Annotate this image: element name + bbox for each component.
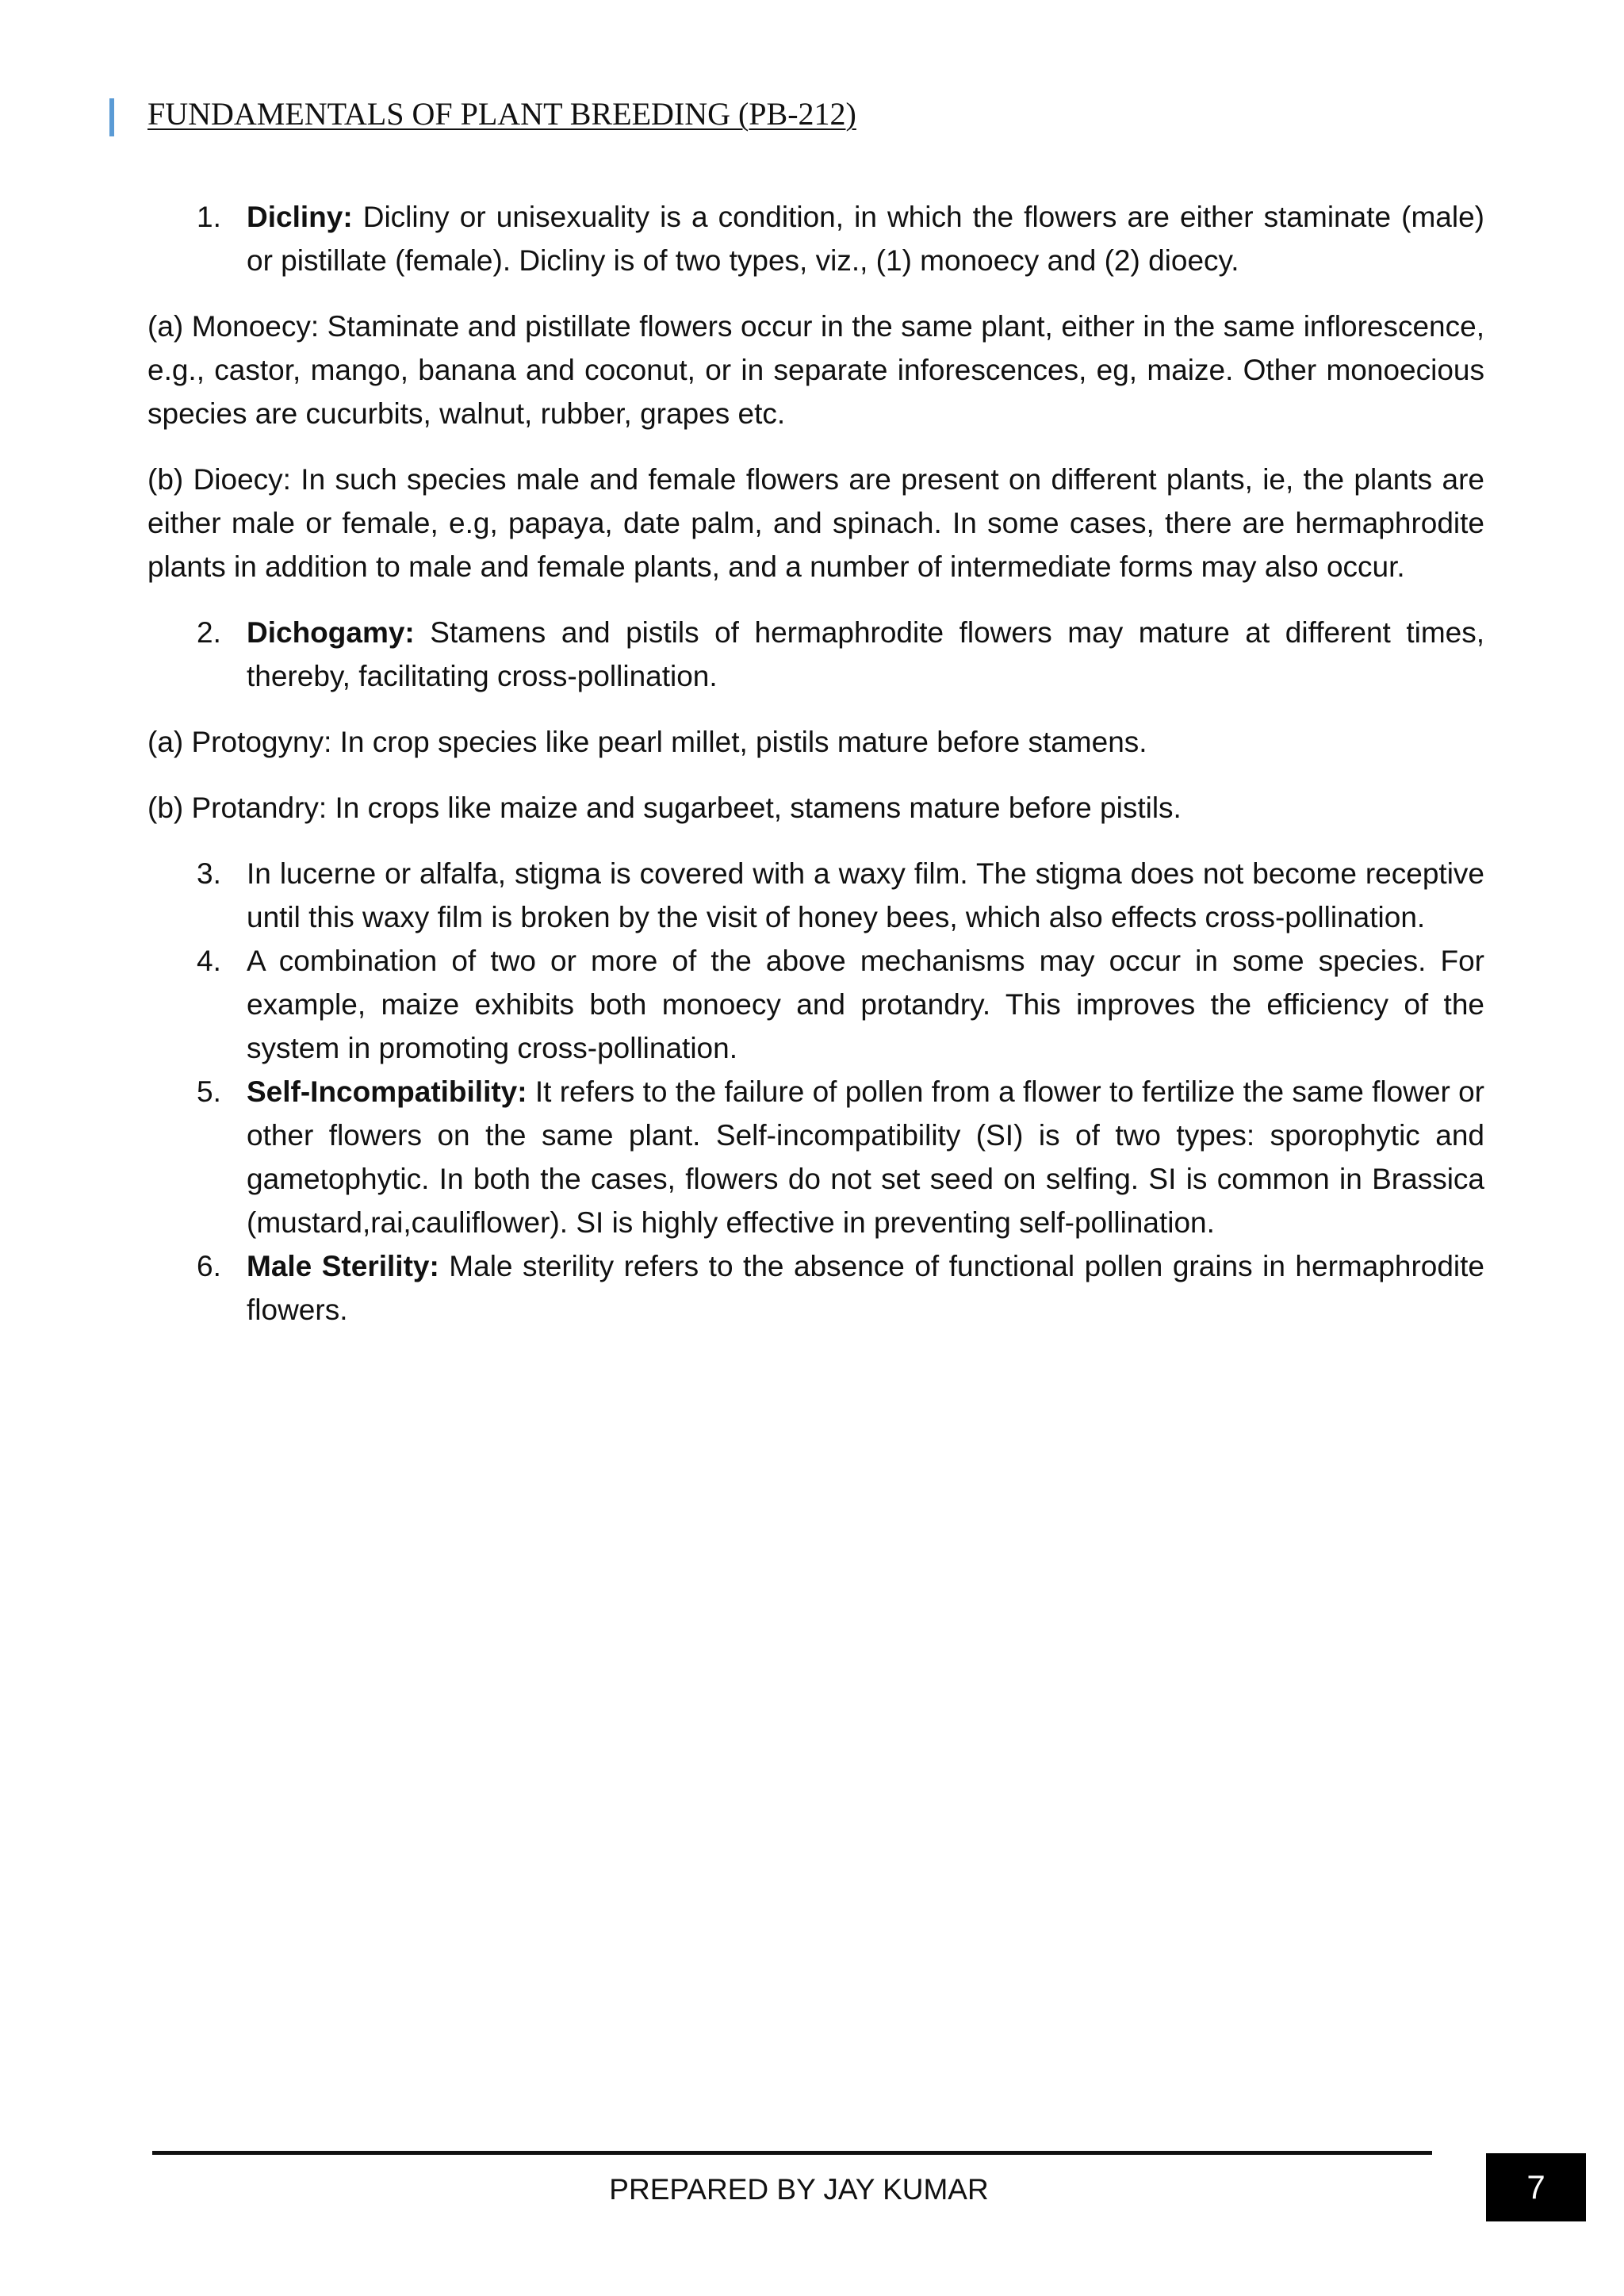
paragraph-protogyny: (a) Protogyny: In crop species like pearl millet, pistils mature before stamens. (147, 726, 1147, 758)
list-number: 5. (197, 1075, 221, 1108)
list-number: 2. (197, 616, 221, 649)
list-number: 3. (197, 857, 221, 890)
header-title: FUNDAMENTALS OF PLANT BREEDING (PB-212) (147, 96, 856, 132)
header-accent-bar (109, 98, 114, 136)
item-text: A combination of two or more of the above mechanisms may occur in some species. For example, maize exhibits both monoecy and protandry. This improves the efficiency of the system in promoting cross-pollination. (247, 945, 1484, 1064)
list-item-dicliny (147, 195, 1484, 282)
paragraph-dioecy: (b) Dioecy: In such species male and female flowers are present on different plants, ie, the plants are either male or female, e.g, papaya, date palm, and spinach. In some cases, there are hermaphrodite plants in addition to male and female plants, and a number of intermediate forms may also occur. (147, 463, 1484, 583)
page-content (147, 195, 1484, 1332)
list-number: 1. (197, 201, 221, 233)
page-number: 7 (1486, 2153, 1586, 2221)
list-number: 6. (197, 1250, 221, 1282)
item-text: In lucerne or alfalfa, stigma is covered with a waxy film. The stigma does not become receptive until this waxy film is broken by the visit of honey bees, which also effects cross-pollination. (247, 857, 1484, 933)
list-item-self-incompatibility (147, 1070, 1484, 1244)
term-male-sterility: Male Sterility: (247, 1250, 439, 1282)
item-text: Dicliny or unisexuality is a condition, in which the flowers are either staminate (male) or pistillate (female). Dicliny is of two types, viz., (1) monoecy and (2) dioecy. (247, 201, 1484, 277)
item-text: Stamens and pistils of hermaphrodite flowers may mature at different times, thereby, facilitating cross-pollination. (247, 616, 1484, 692)
list-item-male-sterility (147, 1244, 1484, 1332)
footer-prepared-by: PREPARED BY JAY KUMAR (609, 2173, 989, 2206)
list-item-combination (147, 939, 1484, 1070)
paragraph-monoecy: (a) Monoecy: Staminate and pistillate flowers occur in the same plant, either in the same inflorescence, e.g., castor, mango, banana and coconut, or in separate inforescences, eg, maize. Other monoecious species are cucurbits, walnut, rubber, grapes etc. (147, 310, 1484, 430)
list-number: 4. (197, 945, 221, 977)
item-text: It refers to the failure of pollen from a flower to fertilize the same flower or other flowers on the same plant. Self-incompatibility (SI) is of two types: sporophytic and gametophytic. In both the cases, flowers do not set seed on selfing. SI is common in Brassica (mustard,rai,cauliflower). SI is highly effective in preventing self-pollination. (247, 1075, 1484, 1239)
paragraph-protandry: (b) Protandry: In crops like maize and sugarbeet, stamens mature before pistils. (147, 792, 1182, 824)
term-dichogamy: Dichogamy: (247, 616, 415, 649)
item-text: Male sterility refers to the absence of functional pollen grains in hermaphrodite flowers. (247, 1250, 1484, 1326)
term-dicliny: Dicliny: (247, 201, 353, 233)
term-self-incompatibility: Self-Incompatibility: (247, 1075, 527, 1108)
footer-divider (152, 2151, 1432, 2155)
list-item-lucerne (147, 852, 1484, 939)
list-item-dichogamy (147, 611, 1484, 698)
